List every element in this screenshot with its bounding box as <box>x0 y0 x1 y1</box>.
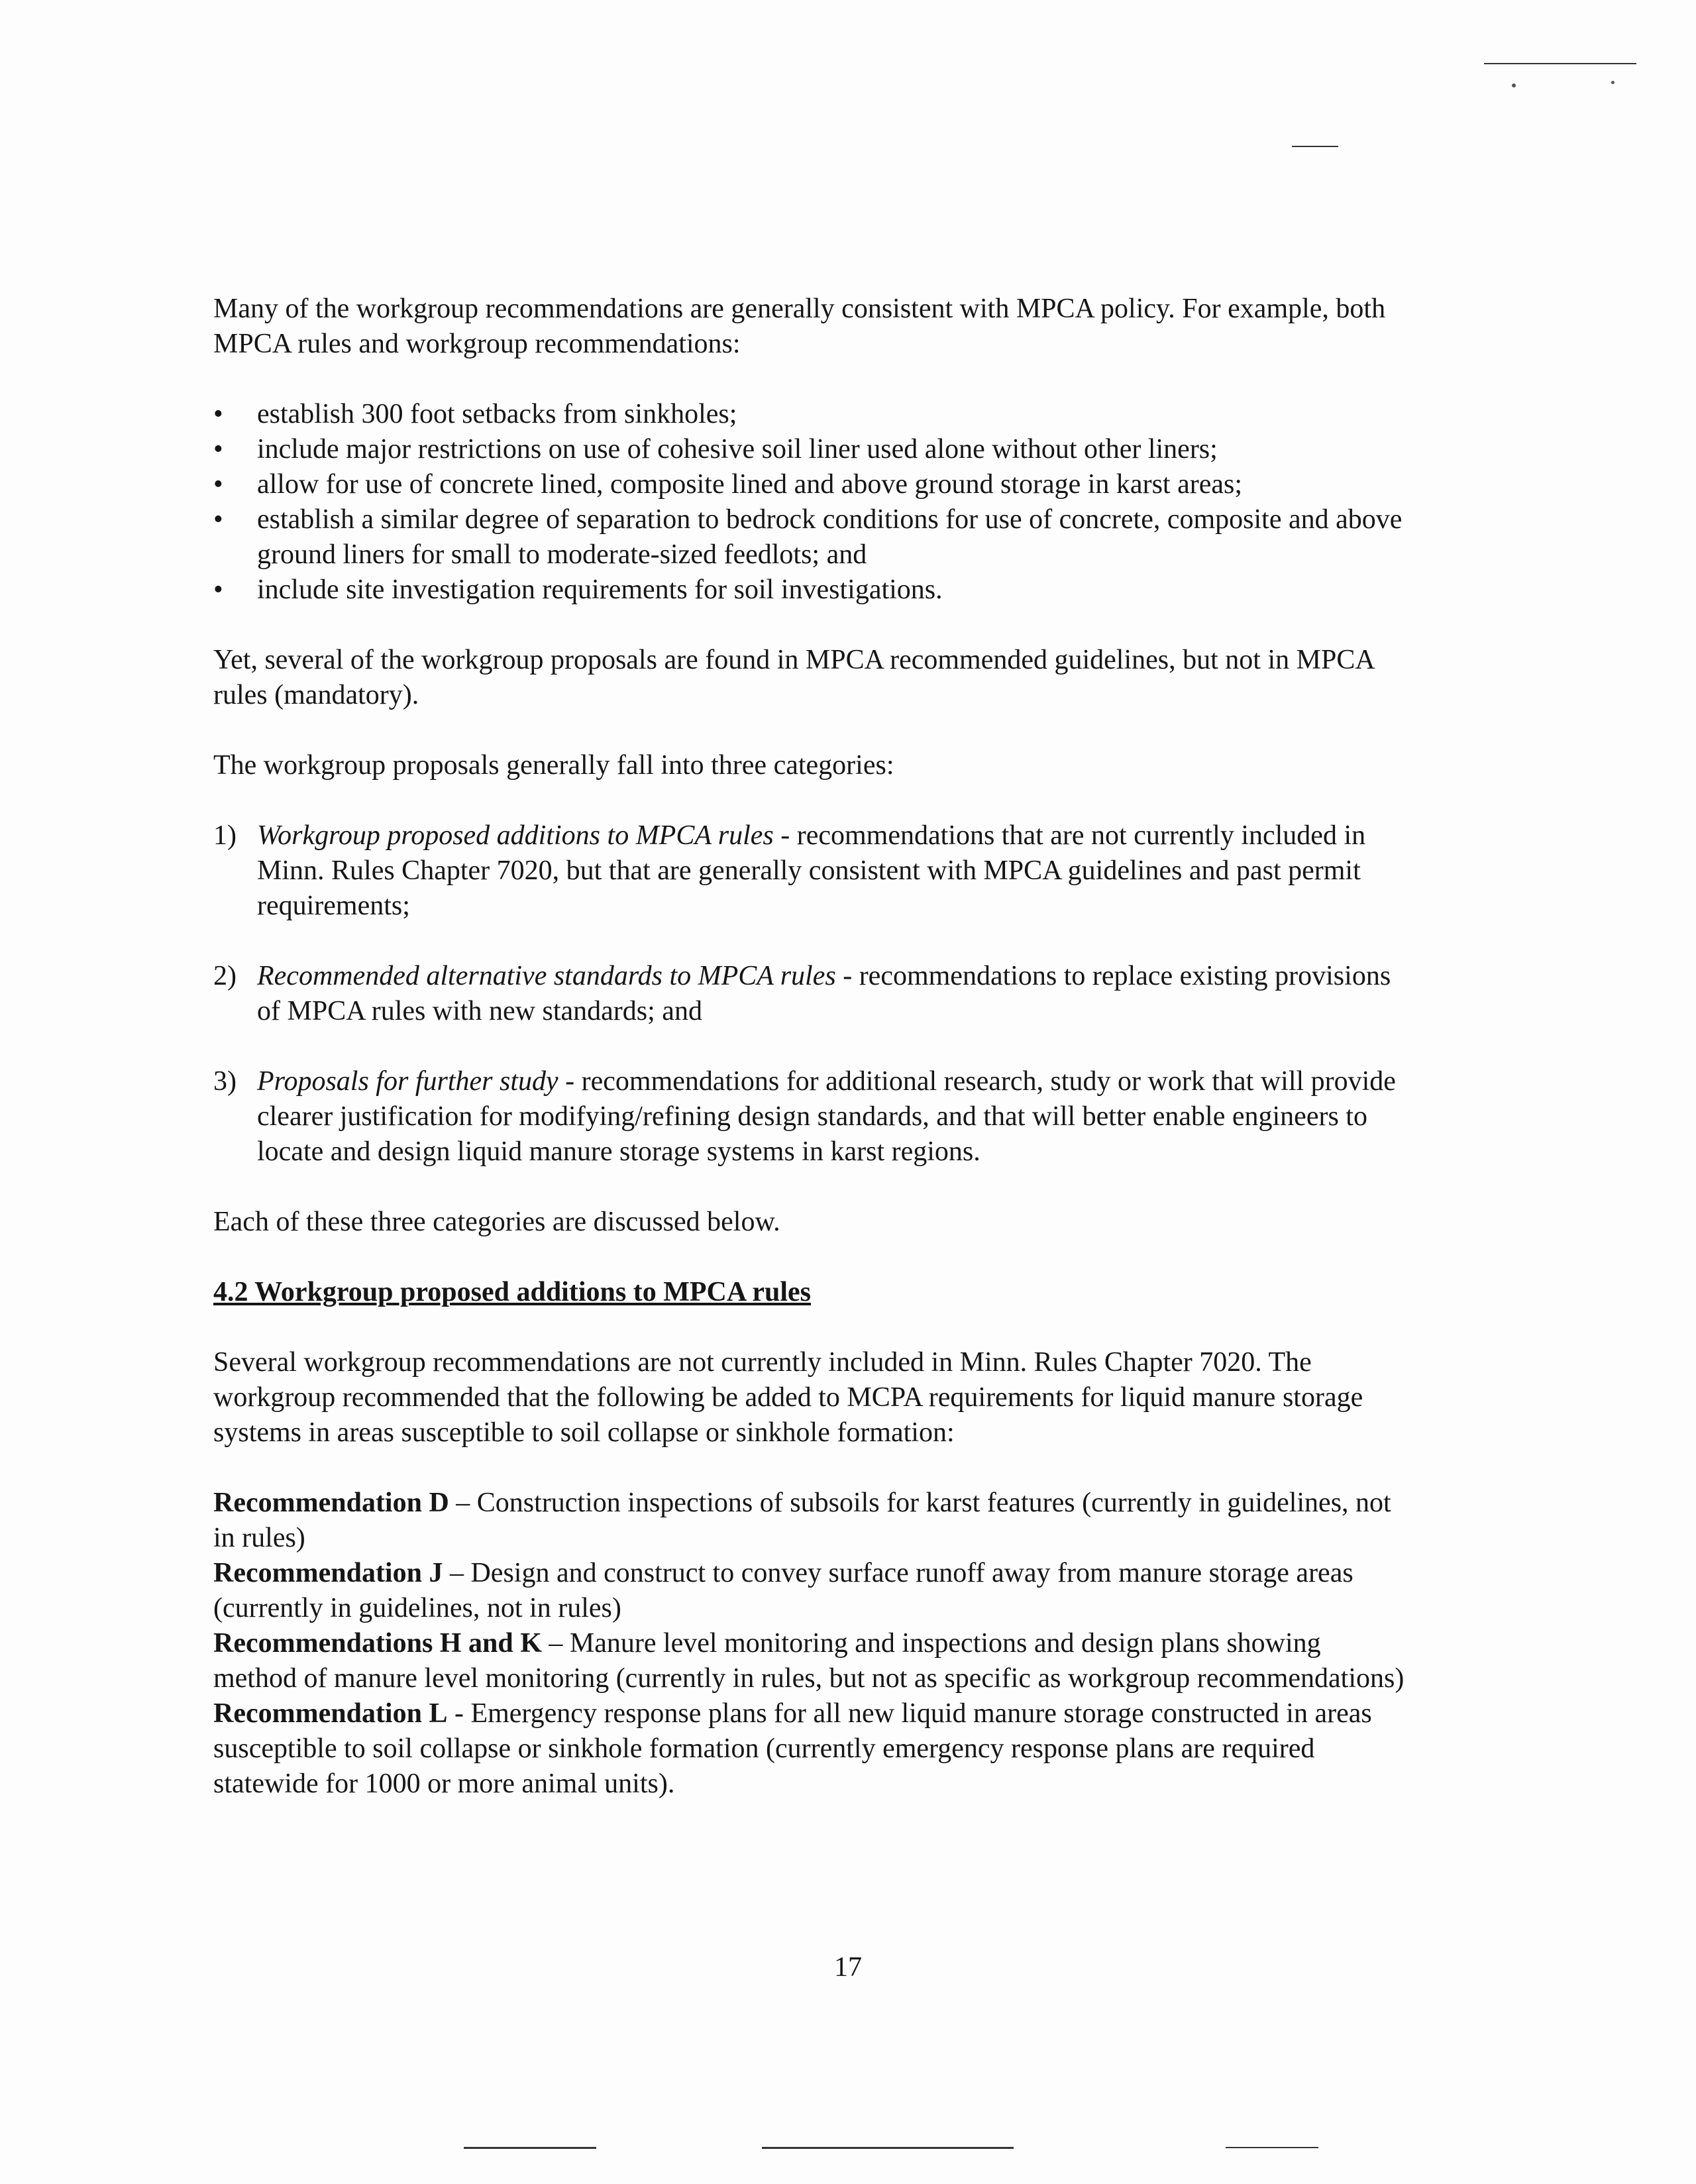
recommendation-label: Recommendation J <box>213 1558 443 1588</box>
list-item: • include site investigation requirements for soil investigations. <box>213 573 1406 608</box>
scan-artifact <box>1484 63 1636 64</box>
list-item: • establish a similar degree of separation to bedrock conditions for use of concrete, composite and above ground liners for small to moderate-sized feedlots; and <box>213 502 1406 573</box>
additions-paragraph: Several workgroup recommendations are not currently included in Minn. Rules Chapter 7020. The workgroup recommended that the following be added to MCPA requirements for liquid manure storage systems in areas susceptible to soil collapse or sinkhole formation: <box>213 1347 1363 1448</box>
scan-artifact <box>464 2147 596 2149</box>
guidelines-paragraph: Yet, several of the workgroup proposals are found in MPCA recommended guidelines, but not in MPCA rules (mandatory). <box>213 645 1374 710</box>
category-description: - recommendations for additional research, study or work that will provide clearer justification for modifying/refining design standards, and that will better enable engineers to locate and design liquid manure storage systems in karst regions. <box>257 1066 1396 1167</box>
list-item: • allow for use of concrete lined, composite lined and above ground storage in karst areas; <box>213 467 1406 502</box>
recommendation-text: – Manure level monitoring and inspections and design plans showing method of manure level monitoring (currently in rules, but not as specific as workgroup recommendations) <box>213 1628 1404 1694</box>
category-description: - recommendations that are not currently included in Minn. Rules Chapter 7020, but that are generally consistent with MPCA guidelines and past permit requirements; <box>257 820 1366 921</box>
discussion-paragraph: Each of these three categories are discussed below. <box>213 1207 780 1237</box>
bullet-icon: • <box>213 574 223 605</box>
consistency-bullet-list <box>213 397 1406 608</box>
bullet-icon: • <box>213 434 223 464</box>
scan-artifact <box>1292 146 1338 147</box>
scan-artifact <box>1611 81 1615 84</box>
scan-artifact <box>1512 83 1516 87</box>
list-item: • establish 300 foot setbacks from sinkholes; <box>213 397 1406 432</box>
section-heading: 4.2 Workgroup proposed additions to MPCA rules <box>213 1277 811 1307</box>
intro-paragraph: Many of the workgroup recommendations are generally consistent with MPCA policy. For example, both MPCA rules and workgroup recommendations: <box>213 294 1386 359</box>
recommendation-item <box>213 1556 1406 1626</box>
category-item <box>213 1064 1406 1170</box>
bullet-icon: • <box>213 504 223 535</box>
category-number: 2) <box>213 961 237 991</box>
category-title: Recommended alternative standards to MPCA rules <box>257 961 836 991</box>
recommendation-item <box>213 1696 1406 1802</box>
bullet-icon: • <box>213 469 223 500</box>
category-item <box>213 959 1406 1029</box>
recommendations-list <box>213 1486 1406 1802</box>
categories-list <box>213 818 1406 1170</box>
document-body <box>213 292 1406 1802</box>
recommendation-text: - Emergency response plans for all new liquid manure storage constructed in areas susceptible to soil collapse or sinkhole formation (currently emergency response plans are required statewide for 1000 or more animal units). <box>213 1698 1372 1799</box>
category-number: 1) <box>213 820 237 851</box>
bullet-icon: • <box>213 399 223 429</box>
category-description: - recommendations to replace existing provisions of MPCA rules with new standards; and <box>257 961 1391 1026</box>
category-title: Workgroup proposed additions to MPCA rules <box>257 820 774 851</box>
recommendation-label: Recommendation D <box>213 1488 449 1518</box>
recommendation-label: Recommendation L <box>213 1698 448 1729</box>
recommendation-text: – Design and construct to convey surface runoff away from manure storage areas (currently in guidelines, not in rules) <box>213 1558 1353 1623</box>
recommendation-label: Recommendations H and K <box>213 1628 542 1659</box>
page-number: 17 <box>834 1952 862 1983</box>
recommendation-item <box>213 1486 1406 1556</box>
category-number: 3) <box>213 1066 237 1097</box>
recommendation-item <box>213 1626 1406 1696</box>
scan-artifact <box>1226 2147 1318 2148</box>
list-item: • include major restrictions on use of cohesive soil liner used alone without other liners; <box>213 432 1406 467</box>
category-title: Proposals for further study <box>257 1066 558 1097</box>
scan-artifact <box>762 2147 1014 2149</box>
categories-intro-paragraph: The workgroup proposals generally fall into three categories: <box>213 750 894 781</box>
category-item <box>213 818 1406 924</box>
recommendation-text: – Construction inspections of subsoils for karst features (currently in guidelines, not in rules) <box>213 1488 1391 1553</box>
